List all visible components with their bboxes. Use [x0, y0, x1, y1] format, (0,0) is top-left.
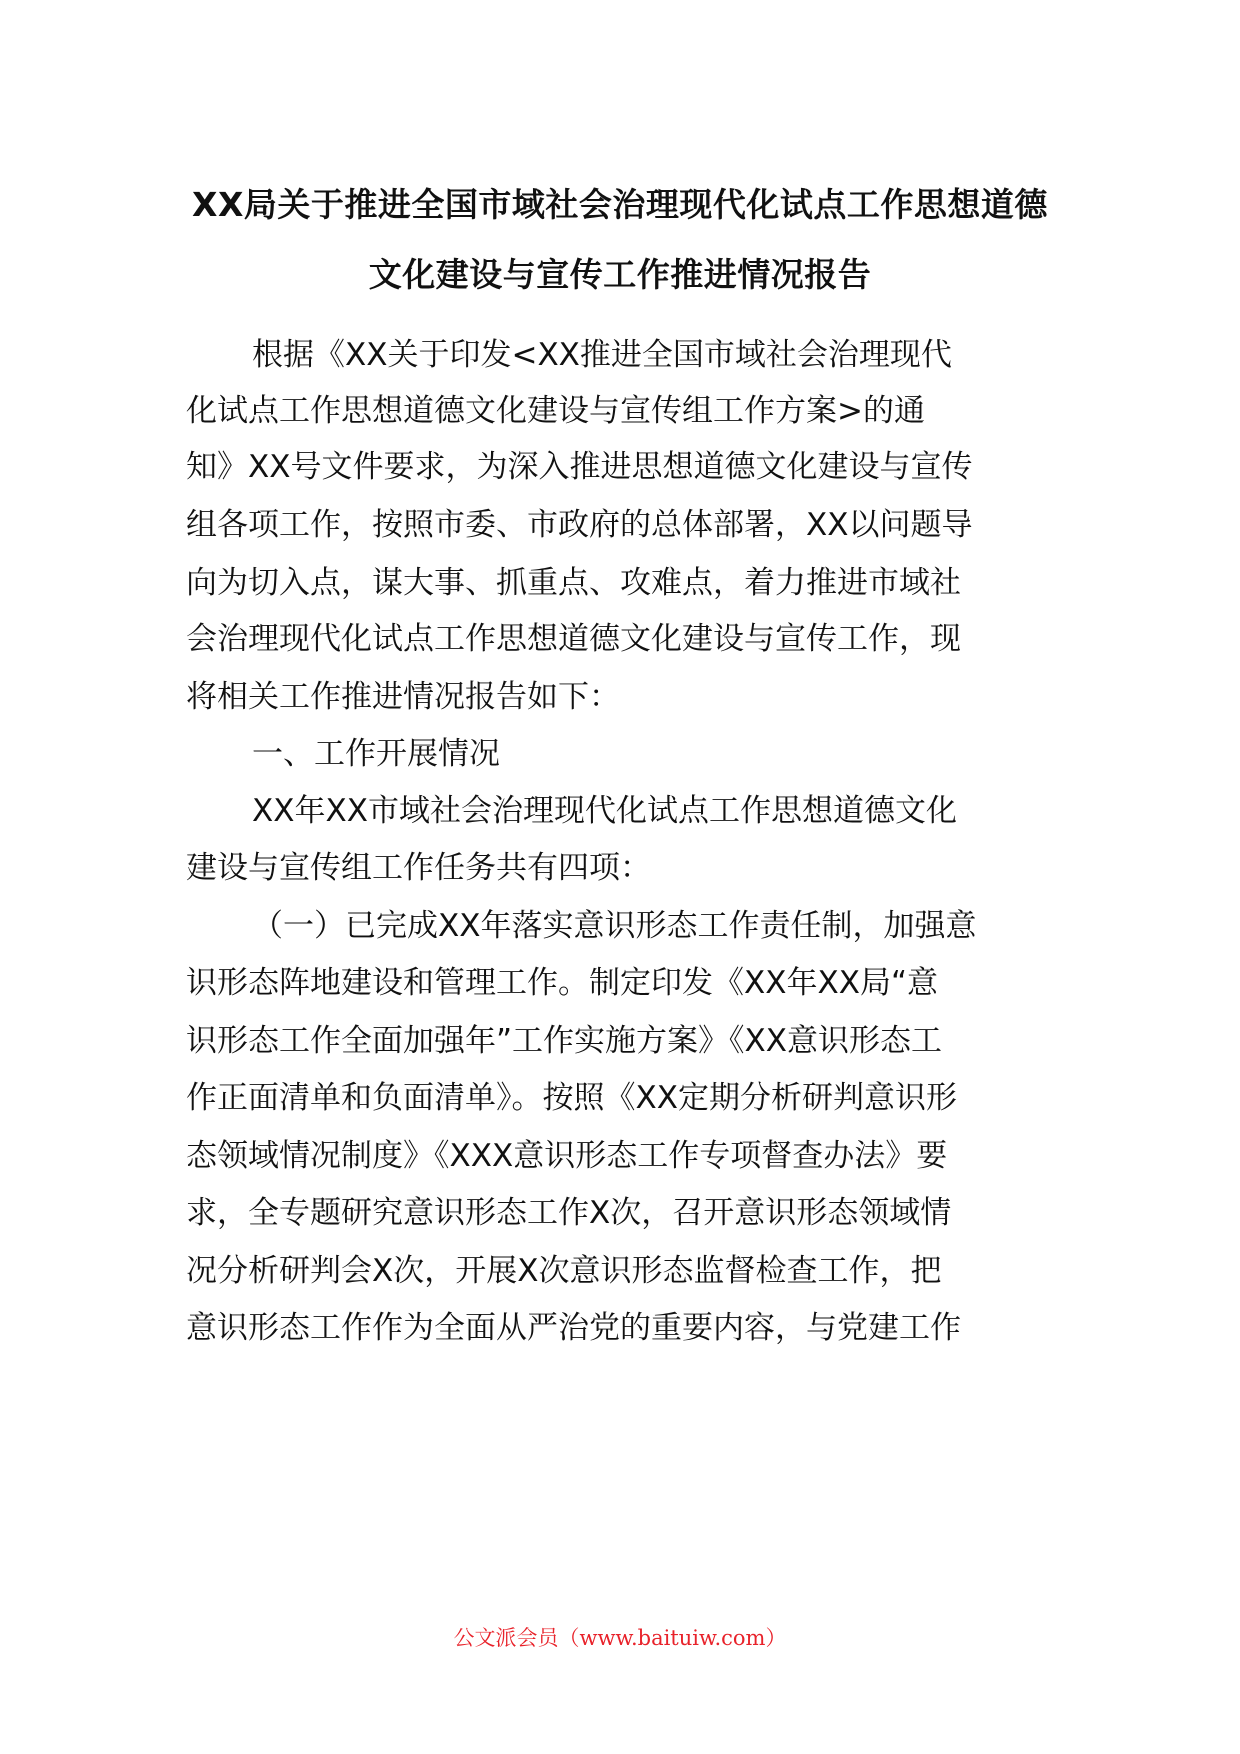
body-line: 作正面清单和负面清单》。按照《XX定期分析研判意识形: [186, 1080, 957, 1116]
body-line: 识形态阵地建设和管理工作。制定印发《XX年XX局“意: [186, 965, 939, 1001]
title-line-2: 文化建设与宣传工作推进情况报告: [368, 255, 872, 294]
body-line: 意识形态工作作为全面从严治党的重要内容，与党建工作: [186, 1310, 961, 1346]
title-line-1: XX局关于推进全国市域社会治理现代化试点工作思想道德: [192, 185, 1048, 224]
body-line: 求，全专题研究意识形态工作X次，召开意识形态领域情: [186, 1195, 952, 1231]
footer-watermark: 公文派会员（www.baituiw.com）: [453, 1626, 787, 1650]
body-line: 态领域情况制度》《XXX意识形态工作专项督查办法》要: [186, 1138, 948, 1174]
body-line: 化试点工作思想道德文化建设与宣传组工作方案>的通: [186, 393, 925, 429]
body-line: 根据《XX关于印发<XX推进全国市域社会治理现代: [252, 337, 952, 373]
body-line: 况分析研判会X次，开展X次意识形态监督检查工作，把: [186, 1253, 942, 1289]
section-heading: 一、工作开展情况: [252, 736, 500, 772]
body-line: 向为切入点，谋大事、抓重点、攻难点，着力推进市域社: [186, 565, 961, 601]
body-line: 组各项工作，按照市委、市政府的总体部署，XX以问题导: [186, 507, 973, 543]
subsection-line: （一）已完成XX年落实意识形态工作责任制，加强意: [252, 908, 977, 944]
body-line: 建设与宣传组工作任务共有四项：: [186, 850, 651, 886]
body-line: XX年XX市域社会治理现代化试点工作思想道德文化: [252, 793, 957, 829]
body-line: 识形态工作全面加强年”工作实施方案》《XX意识形态工: [186, 1023, 943, 1059]
body-line: 将相关工作推进情况报告如下：: [186, 679, 620, 715]
body-line: 会治理现代化试点工作思想道德文化建设与宣传工作，现: [186, 621, 961, 657]
body-line: 知》XX号文件要求，为深入推进思想道德文化建设与宣传: [186, 449, 973, 485]
document-title: [150, 170, 1090, 310]
